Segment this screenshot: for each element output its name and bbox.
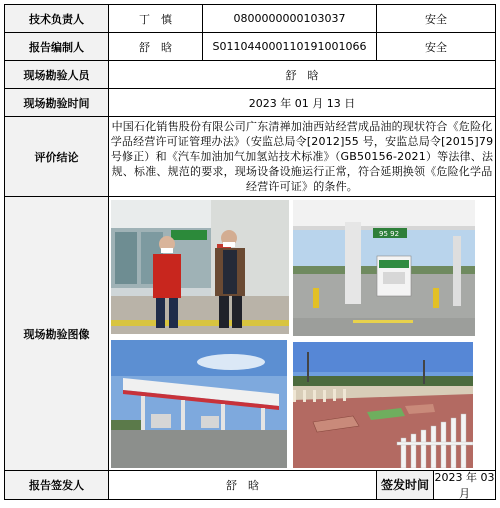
report-author-cert-no: S011044000110191001066 [203, 33, 377, 61]
photo-collage [109, 198, 495, 470]
photo-inspectors-image [111, 200, 289, 334]
photo-tank-area [293, 342, 473, 468]
photo-dispenser-image [293, 200, 475, 336]
photo-inspectors [111, 200, 289, 334]
report-author-category: 安全 [377, 33, 496, 61]
row-conclusion [5, 117, 496, 197]
conclusion-text: 中国石化销售股份有限公司广东清禅加油西站经营成品油的现状符合《危险化学品经营许可证管理办法》（安监总局令[2012]55 号，安监总局令[2015]79 号修正）和《汽车加油加气加氢站技术标准》（GB50156-2021）等法律、法规、标准、规范的要求，现场设备设施运行正常，符合延期换领《危险化学品经营许可证》的条件。 [109, 117, 496, 197]
row-issuer [5, 471, 496, 500]
issuer-label: 报告签发人 [5, 471, 109, 500]
issue-date-value: 2023 年 03 月 [434, 471, 495, 500]
row-tech-lead [5, 5, 496, 33]
tech-lead-label: 技术负责人 [5, 5, 109, 33]
inspection-time-value: 2023 年 01 月 13 日 [109, 89, 496, 117]
inspectors-label: 现场勘验人员 [5, 61, 109, 89]
photo-canopy [111, 340, 287, 468]
row-report-author [5, 33, 496, 61]
photos-label: 现场勘验图像 [5, 197, 109, 471]
issuer-name: 舒 晗 [109, 471, 377, 500]
photos-cell [109, 197, 496, 471]
tech-lead-name: 丁 慎 [109, 5, 203, 33]
inspectors-value: 舒 晗 [109, 61, 496, 89]
row-inspectors [5, 61, 496, 89]
price-board-text: 95 92 [379, 229, 400, 238]
inspection-time-label: 现场勘验时间 [5, 89, 109, 117]
tech-lead-cert-no: 0800000000103037 [203, 5, 377, 33]
conclusion-label: 评价结论 [5, 117, 109, 197]
evaluation-form-page [4, 4, 495, 502]
report-author-name: 舒 晗 [109, 33, 203, 61]
row-inspection-time [5, 89, 496, 117]
photo-dispenser [293, 200, 475, 336]
issue-date-cell [377, 471, 496, 500]
issue-date-label: 签发时间 [377, 471, 434, 499]
evaluation-summary-table [4, 4, 496, 500]
report-author-label: 报告编制人 [5, 33, 109, 61]
photo-canopy-image [111, 340, 287, 468]
photo-tank-area-image [293, 342, 473, 468]
row-photos [5, 197, 496, 471]
tech-lead-category: 安全 [377, 5, 496, 33]
